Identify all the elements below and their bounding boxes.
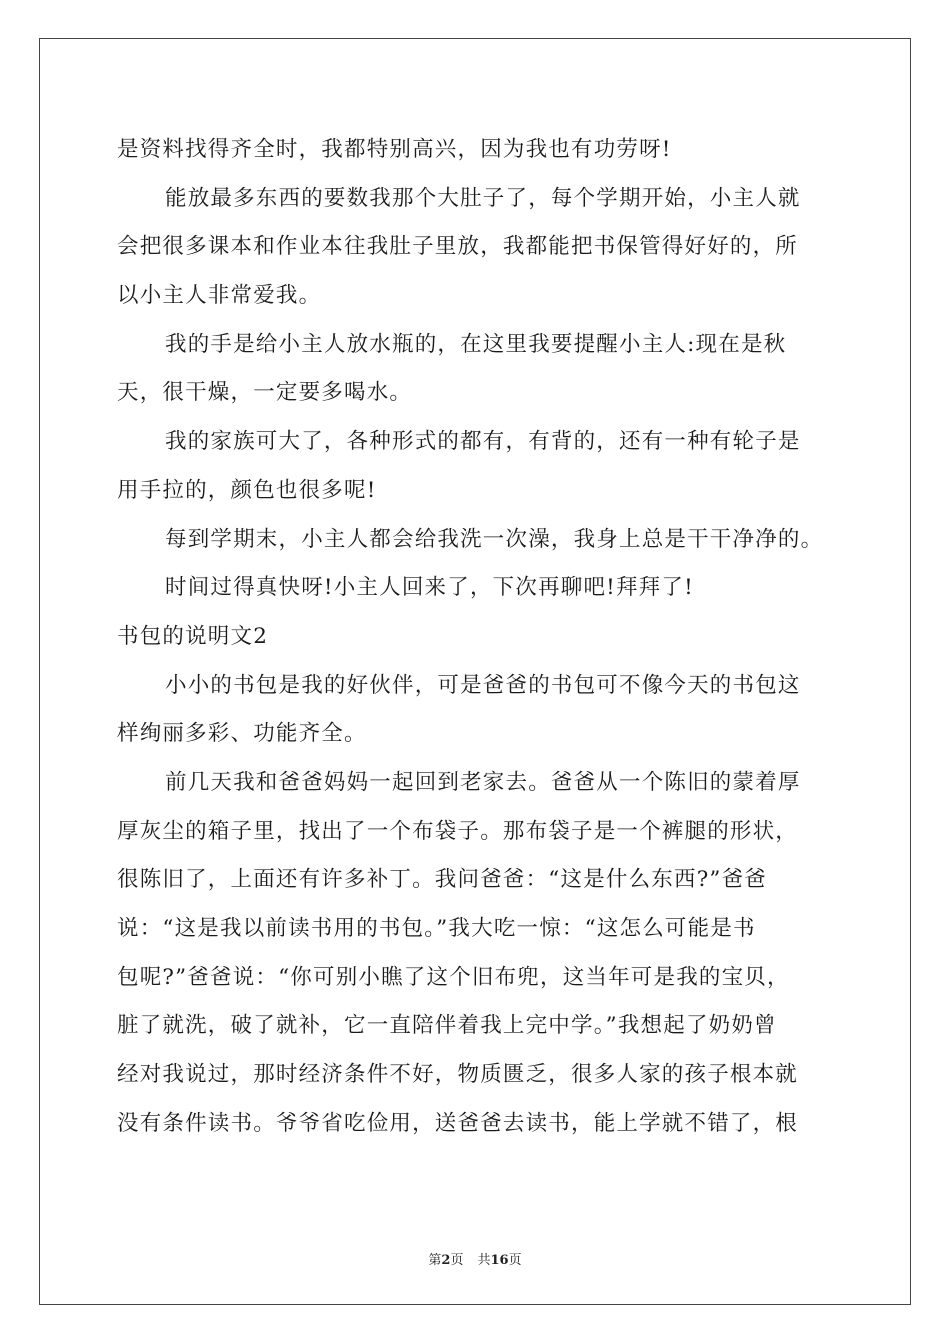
page-number: 2 (441, 1253, 451, 1268)
text-line: 脏了就洗，破了就补，它一直陪伴着我上完中学。”我想起了奶奶曾 (117, 1013, 777, 1039)
text-line: 我的手是给小主人放水瓶的，在这里我要提醒小主人:现在是秋 (165, 331, 787, 357)
text-line: 以小主人非常爱我。 (117, 283, 322, 309)
text-line: 厚灰尘的箱子里，找出了一个布袋子。那布袋子是一个裤腿的形状， (117, 818, 799, 844)
total-pages: 16 (490, 1253, 509, 1268)
text-line: 能放最多东西的要数我那个大肚子了，每个学期开始，小主人就 (165, 185, 801, 211)
page-footer (0, 1249, 950, 1268)
text-line: 没有条件读书。爷爷省吃俭用，送爸爸去读书，能上学就不错了，根 (117, 1110, 799, 1136)
text-line: 每到学期末，小主人都会给我洗一次澡，我身上总是干干净净的。 (165, 526, 824, 552)
text-line: 书包的说明文2 (117, 623, 269, 649)
document-body (117, 126, 837, 1148)
text-line: 时间过得真快呀!小主人回来了，下次再聊吧!拜拜了! (165, 575, 694, 601)
page-suffix: 页 (450, 1253, 464, 1268)
total-suffix: 页 (508, 1253, 522, 1268)
text-line: 天，很干燥，一定要多喝水。 (117, 380, 413, 406)
total-prefix: 共 (477, 1253, 491, 1268)
text-line: 前几天我和爸爸妈妈一起回到老家去。爸爸从一个陈旧的蒙着厚 (165, 769, 801, 795)
text-line: 用手拉的，颜色也很多呢! (117, 477, 377, 503)
text-line: 会把很多课本和作业本往我肚子里放，我都能把书保管得好好的，所 (117, 234, 799, 260)
text-line: 说：“这是我以前读书用的书包。”我大吃一惊：“这怎么可能是书 (117, 916, 756, 941)
text-line: 样绚丽多彩、功能齐全。 (117, 721, 367, 747)
text-line: 包呢?”爸爸说：“你可别小瞧了这个旧布兜，这当年可是我的宝贝， (117, 964, 790, 990)
text-line: 是资料找得齐全时，我都特别高兴，因为我也有功劳呀! (117, 137, 672, 162)
text-line: 经对我说过，那时经济条件不好，物质匮乏，很多人家的孩子根本就 (117, 1062, 799, 1088)
text-line: 小小的书包是我的好伙伴，可是爸爸的书包可不像今天的书包这 (165, 672, 801, 698)
page-prefix: 第 (428, 1253, 442, 1268)
text-line: 很陈旧了，上面还有许多补丁。我问爸爸：“这是什么东西?”爸爸 (117, 867, 768, 893)
text-line: 我的家族可大了，各种形式的都有，有背的，还有一种有轮子是 (165, 429, 801, 455)
